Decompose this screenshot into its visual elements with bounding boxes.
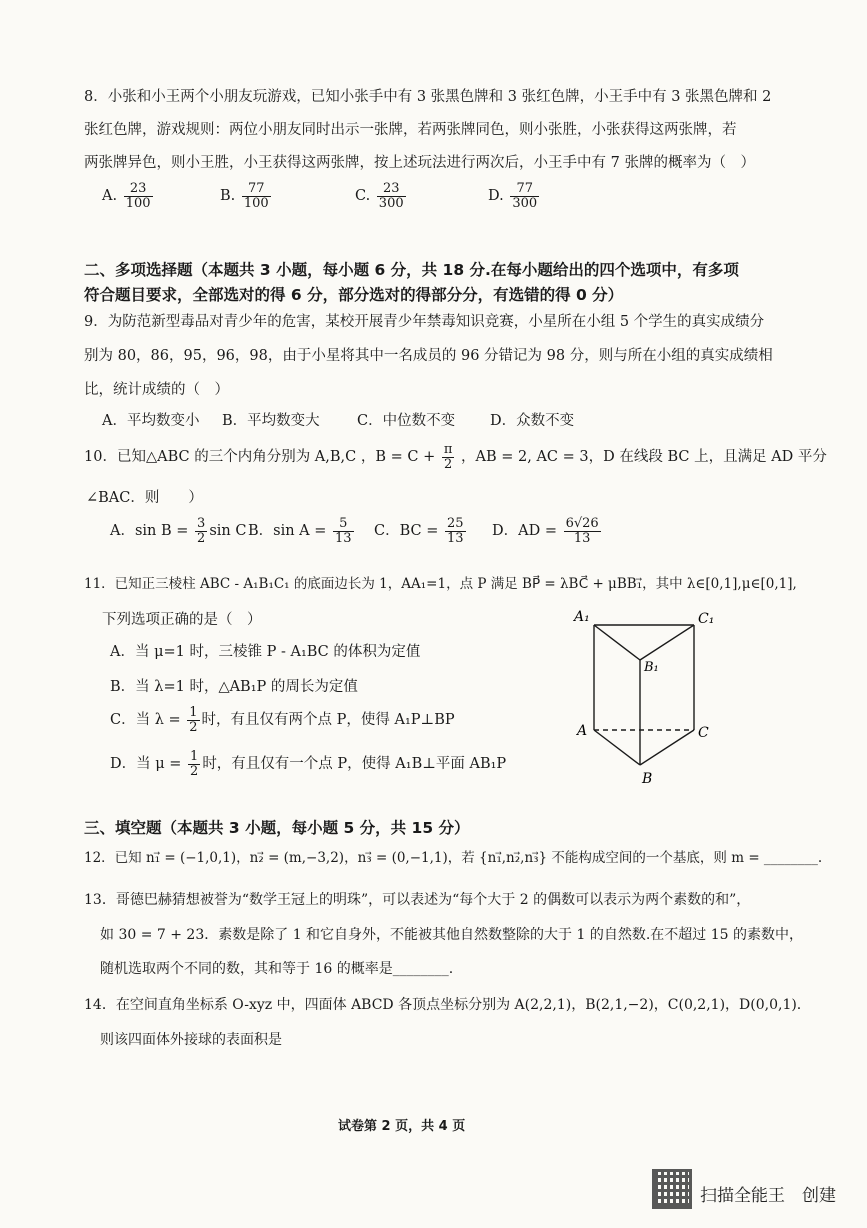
q9-line1: 9．为防范新型毒品对青少年的危害，某校开展青少年禁毒知识竞赛，小星所在小组 5 个学生的真实成绩分 xyxy=(84,314,765,330)
fraction xyxy=(442,443,455,471)
q8-option-d xyxy=(488,182,541,210)
label-b1: B₁ xyxy=(644,660,659,675)
fraction xyxy=(510,182,539,210)
page-footer: 试卷第 2 页，共 4 页 xyxy=(338,1119,466,1134)
option-text: D．AD = xyxy=(492,523,557,540)
numerator: π xyxy=(443,442,453,457)
q14-line1: 14．在空间直角坐标系 O-xyz 中，四面体 ABCD 各顶点坐标分别为 A(2,2,1)，B(2,1,−2)，C(0,2,1)，D(0,0,1). xyxy=(84,997,802,1013)
option-text: 时，有且仅有一个点 P，使得 A₁B⊥平面 AB₁P xyxy=(202,756,507,773)
label-c1: C₁ xyxy=(698,611,715,627)
q9-option-b: B．平均数变大 xyxy=(222,413,320,429)
q11-option-a: A．当 μ=1 时，三棱锥 P - A₁BC 的体积为定值 xyxy=(110,644,421,660)
fraction xyxy=(564,517,601,545)
q8-line1: 8．小张和小王两个小朋友玩游戏，已知小张手中有 3 张黑色牌和 3 张红色牌，小王手中有 3 张黑色牌和 2 xyxy=(84,89,772,105)
label-c: C xyxy=(698,725,709,741)
q11-line2: 下列选项正确的是（ ） xyxy=(102,612,262,628)
numerator: 77 xyxy=(510,182,539,197)
label-a1: A₁ xyxy=(574,609,590,625)
q8-option-b xyxy=(220,182,273,210)
denominator: 13 xyxy=(446,530,464,546)
q11-line1: 11．已知正三棱柱 ABC - A₁B₁C₁ 的底面边长为 1，AA₁=1，点 P 满足 BP⃗ = λBC⃗ + μBB₁⃗，其中 λ∈[0,1],μ∈[0,1], xyxy=(84,576,797,592)
section-2-heading-cont: 符合题目要求，全部选对的得 6 分，部分选对的得部分分，有选错的得 0 分） xyxy=(84,286,624,304)
option-label: D. xyxy=(488,188,504,205)
q9-option-a: A．平均数变小 xyxy=(102,413,200,429)
q13-line3: 随机选取两个不同的数，其和等于 16 的概率是________. xyxy=(100,961,454,977)
q8-line3: 两张牌异色，则小王胜，小王获得这两张牌，按上述玩法进行两次后，小王手中有 7 张牌的概率为（ ） xyxy=(84,155,755,171)
option-text: sin C xyxy=(209,523,247,540)
option-text: C．当 λ = xyxy=(110,712,181,729)
q10-option-a xyxy=(110,517,246,545)
fraction xyxy=(445,517,466,545)
fraction xyxy=(377,182,406,210)
denominator: 100 xyxy=(243,195,269,211)
qr-code-icon xyxy=(652,1169,692,1209)
label-a: A xyxy=(577,723,588,739)
option-text: B．sin A = xyxy=(248,523,327,540)
q8-line2: 张红色牌，游戏规则：两位小朋友同时出示一张牌，若两张牌同色，则小张胜，小张获得这两张牌，若 xyxy=(84,122,737,138)
numerator: 25 xyxy=(446,516,464,531)
denominator: 13 xyxy=(573,530,591,546)
q11-option-d xyxy=(110,750,506,778)
q10-option-d xyxy=(492,517,603,545)
q9-option-d: D．众数不变 xyxy=(490,413,575,429)
denominator: 2 xyxy=(443,456,453,472)
fraction xyxy=(333,517,354,545)
denominator: 300 xyxy=(512,195,538,211)
denominator: 100 xyxy=(125,195,151,211)
label-b: B xyxy=(642,771,653,787)
q8-option-c xyxy=(355,182,408,210)
q12-line: 12．已知 n₁⃗ = (−1,0,1)，n₂⃗ = (m,−3,2)，n₃⃗ = (0,−1,1)，若 {n₁⃗,n₂⃗,n₃⃗} 不能构成空间的一个基底，则 m = ________. xyxy=(84,850,823,866)
option-text: D．当 μ = xyxy=(110,756,182,773)
q14-line2: 则该四面体外接球的表面积是 xyxy=(100,1032,282,1048)
option-text: A．sin B = xyxy=(110,523,189,540)
option-text: C．BC = xyxy=(374,523,439,540)
q13-line2: 如 30 = 7 + 23．素数是除了 1 和它自身外，不能被其他自然数整除的大于 1 的自然数.在不超过 15 的素数中， xyxy=(100,927,804,943)
denominator: 2 xyxy=(190,763,199,779)
numerator: 6√26 xyxy=(565,516,599,531)
numerator: 1 xyxy=(190,749,199,764)
fraction xyxy=(195,517,207,545)
numerator: 1 xyxy=(189,705,198,720)
q11-option-b: B．当 λ=1 时，△AB₁P 的周长为定值 xyxy=(110,679,358,695)
denominator: 2 xyxy=(197,530,206,546)
section-2-heading: 二、多项选择题（本题共 3 小题，每小题 6 分，共 18 分.在每小题给出的四个选项中，有多项 xyxy=(84,261,739,279)
triangular-prism-figure xyxy=(570,605,740,795)
numerator: 77 xyxy=(242,182,271,197)
option-label: C. xyxy=(355,188,371,205)
denominator: 13 xyxy=(335,530,352,546)
scanner-watermark: 扫描全能王 创建 xyxy=(700,1186,836,1206)
q10-option-b xyxy=(248,517,356,545)
q8-option-a xyxy=(102,182,155,210)
q10-option-c xyxy=(374,517,468,545)
numerator: 23 xyxy=(124,182,153,197)
q10-line2: ∠BAC．则 ） xyxy=(86,490,203,506)
q10-line1 xyxy=(84,443,827,471)
fraction xyxy=(124,182,153,210)
fraction xyxy=(188,750,200,778)
q9-line3: 比，统计成绩的（ ） xyxy=(84,382,229,398)
q10-text-b: ，AB = 2, AC = 3，D 在线段 BC 上，且满足 AD 平分 xyxy=(461,449,827,466)
option-label: A. xyxy=(102,188,118,205)
denominator: 300 xyxy=(378,195,404,211)
numerator: 23 xyxy=(377,182,406,197)
fraction xyxy=(242,182,271,210)
numerator: 3 xyxy=(197,516,206,531)
fraction xyxy=(187,706,199,734)
denominator: 2 xyxy=(189,719,198,735)
q9-line2: 别为 80，86，95，96，98，由于小星将其中一名成员的 96 分错记为 98 分，则与所在小组的真实成绩相 xyxy=(84,348,773,364)
q11-option-c xyxy=(110,706,455,734)
option-text: 时，有且仅有两个点 P，使得 A₁P⊥BP xyxy=(201,712,455,729)
section-3-heading: 三、填空题（本题共 3 小题，每小题 5 分，共 15 分） xyxy=(84,819,470,837)
option-label: B. xyxy=(220,188,236,205)
q10-text-a: 10．已知△ABC 的三个内角分别为 A,B,C ，B = C + xyxy=(84,449,436,466)
q9-option-c: C．中位数不变 xyxy=(357,413,456,429)
numerator: 5 xyxy=(333,517,354,532)
q13-line1: 13．哥德巴赫猜想被誉为“数学王冠上的明珠”，可以表述为“每个大于 2 的偶数可以表示为两个素数的和”， xyxy=(84,892,751,908)
